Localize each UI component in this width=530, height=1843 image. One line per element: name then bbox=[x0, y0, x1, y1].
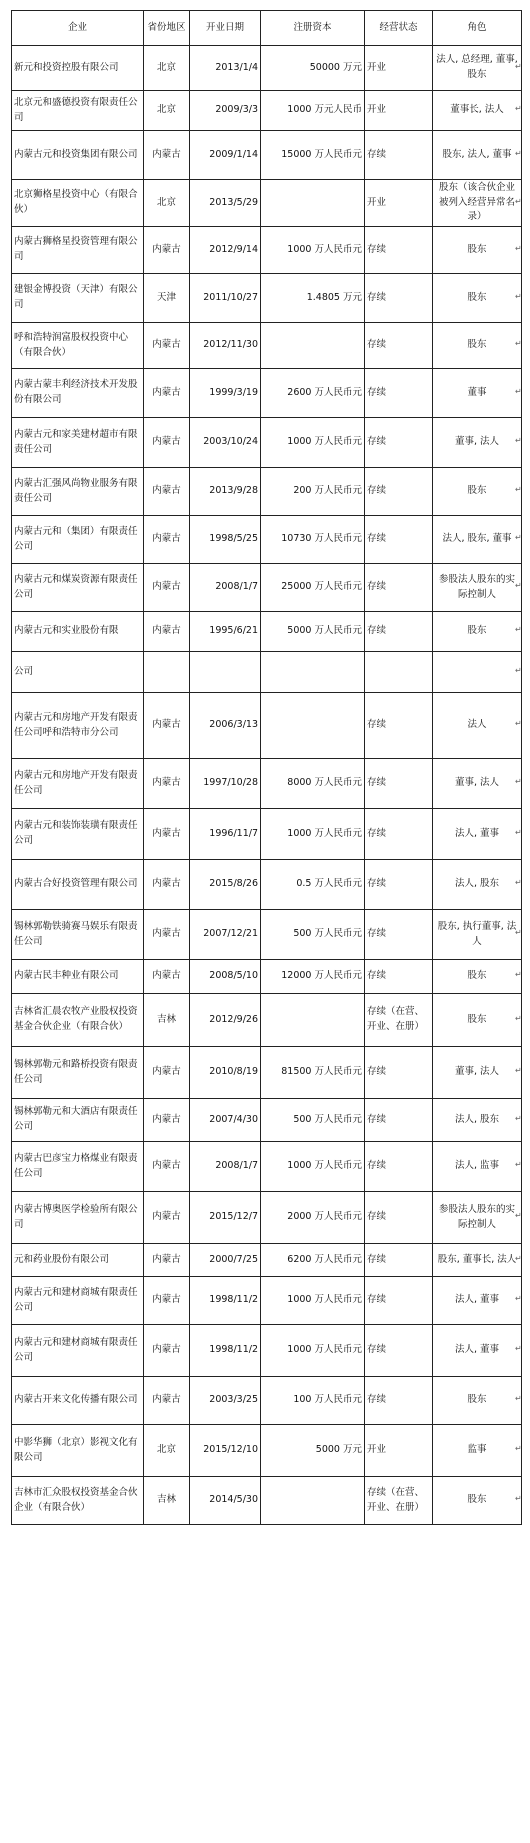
cell-role: 股东（该合伙企业被列入经营异常名录） bbox=[433, 180, 522, 227]
header-row bbox=[12, 11, 522, 46]
cell-company: 锡林郭勒元和大酒店有限责任公司 bbox=[12, 1099, 144, 1142]
table-row bbox=[12, 227, 522, 274]
table-row bbox=[12, 1192, 522, 1244]
paragraph-mark-icon: ↵ bbox=[515, 719, 522, 728]
cell-region: 北京 bbox=[144, 91, 190, 131]
cell-company: 新元和投资控股有限公司 bbox=[12, 46, 144, 91]
cell-status: 存续 bbox=[365, 1244, 433, 1277]
table-row bbox=[12, 418, 522, 468]
cell-open-date bbox=[190, 652, 261, 693]
cell-status: 存续（在营、开业、在册） bbox=[365, 1477, 433, 1525]
cell-role: 股东 bbox=[433, 1377, 522, 1425]
cell-capital: 1000 万人民币元 bbox=[261, 1142, 365, 1192]
cell-status: 存续 bbox=[365, 323, 433, 369]
cell-capital: 0.5 万人民币元 bbox=[261, 860, 365, 910]
table-row bbox=[12, 1099, 522, 1142]
cell-region: 内蒙古 bbox=[144, 612, 190, 652]
cell-status: 存续 bbox=[365, 960, 433, 994]
table-row bbox=[12, 652, 522, 693]
cell-role: 法人, 董事 bbox=[433, 1325, 522, 1377]
cell-capital: 2000 万人民币元 bbox=[261, 1192, 365, 1244]
cell-region: 内蒙古 bbox=[144, 516, 190, 564]
cell-open-date: 1995/6/21 bbox=[190, 612, 261, 652]
cell-company: 内蒙古蒙丰利经济技术开发股份有限公司 bbox=[12, 369, 144, 418]
cell-company: 中影华狮（北京）影视文化有限公司 bbox=[12, 1425, 144, 1477]
table-row bbox=[12, 910, 522, 960]
enterprise-table bbox=[11, 10, 522, 1525]
table-row bbox=[12, 369, 522, 418]
header-role: 角色 bbox=[433, 11, 522, 46]
table-row bbox=[12, 1477, 522, 1525]
cell-status: 存续 bbox=[365, 274, 433, 323]
cell-company: 公司 bbox=[12, 652, 144, 693]
cell-region: 内蒙古 bbox=[144, 1277, 190, 1325]
cell-company: 锡林郭勒元和路桥投资有限责任公司 bbox=[12, 1047, 144, 1099]
cell-capital: 1000 万元人民币 bbox=[261, 91, 365, 131]
cell-company: 内蒙古元和家美建材超市有限责任公司 bbox=[12, 418, 144, 468]
cell-company: 内蒙古博奥医学检验所有限公司 bbox=[12, 1192, 144, 1244]
cell-status: 存续 bbox=[365, 369, 433, 418]
paragraph-mark-icon: ↵ bbox=[515, 104, 522, 113]
paragraph-mark-icon: ↵ bbox=[515, 1211, 522, 1220]
cell-role: 法人 bbox=[433, 693, 522, 759]
cell-open-date: 2013/1/4 bbox=[190, 46, 261, 91]
cell-company: 内蒙古元和煤炭资源有限责任公司 bbox=[12, 564, 144, 612]
cell-company: 吉林省汇晨农牧产业股权投资基金合伙企业（有限合伙） bbox=[12, 994, 144, 1047]
cell-capital: 500 万人民币元 bbox=[261, 910, 365, 960]
cell-open-date: 2008/1/7 bbox=[190, 1142, 261, 1192]
cell-open-date: 2015/8/26 bbox=[190, 860, 261, 910]
cell-open-date: 2003/3/25 bbox=[190, 1377, 261, 1425]
cell-role: 监事 bbox=[433, 1425, 522, 1477]
cell-status: 开业 bbox=[365, 180, 433, 227]
cell-company: 建银金博投资（天津）有限公司 bbox=[12, 274, 144, 323]
paragraph-mark-icon: ↵ bbox=[515, 386, 522, 396]
cell-capital bbox=[261, 994, 365, 1047]
cell-role: 参股法人股东的实际控制人 bbox=[433, 1192, 522, 1244]
cell-company: 内蒙古民丰种业有限公司 bbox=[12, 960, 144, 994]
cell-company: 内蒙古元和装饰装璜有限责任公司 bbox=[12, 809, 144, 860]
table-row bbox=[12, 759, 522, 809]
paragraph-mark-icon: ↵ bbox=[515, 291, 522, 301]
cell-open-date: 2003/10/24 bbox=[190, 418, 261, 468]
table-row bbox=[12, 1425, 522, 1477]
cell-company: 内蒙古合好投资管理有限公司 bbox=[12, 860, 144, 910]
table-row bbox=[12, 693, 522, 759]
cell-region: 内蒙古 bbox=[144, 1325, 190, 1377]
cell-capital: 81500 万人民币元 bbox=[261, 1047, 365, 1099]
table-body bbox=[12, 46, 522, 1525]
cell-company: 内蒙古开来文化传播有限公司 bbox=[12, 1377, 144, 1425]
cell-region: 内蒙古 bbox=[144, 809, 190, 860]
paragraph-mark-icon: ↵ bbox=[515, 339, 522, 348]
cell-company: 吉林市汇众股权投资基金合伙企业（有限合伙） bbox=[12, 1477, 144, 1525]
paragraph-mark-icon: ↵ bbox=[515, 777, 522, 786]
cell-region: 内蒙古 bbox=[144, 960, 190, 994]
paragraph-mark-icon: ↵ bbox=[515, 1444, 522, 1453]
cell-open-date: 1999/3/19 bbox=[190, 369, 261, 418]
table-row bbox=[12, 91, 522, 131]
cell-region: 吉林 bbox=[144, 994, 190, 1047]
paragraph-mark-icon: ↵ bbox=[515, 1394, 522, 1403]
cell-role: 法人, 监事 bbox=[433, 1142, 522, 1192]
cell-role: 股东, 执行董事, 法人 bbox=[433, 910, 522, 960]
cell-status: 存续 bbox=[365, 1377, 433, 1425]
cell-status: 存续 bbox=[365, 418, 433, 468]
cell-role: 法人, 股东, 董事 bbox=[433, 516, 522, 564]
paragraph-mark-icon: ↵ bbox=[515, 485, 522, 494]
cell-region: 内蒙古 bbox=[144, 418, 190, 468]
cell-region: 北京 bbox=[144, 46, 190, 91]
cell-role: 董事长, 法人 bbox=[433, 91, 522, 131]
header-company: 企业 bbox=[12, 11, 144, 46]
table-row bbox=[12, 468, 522, 516]
cell-status: 存续 bbox=[365, 131, 433, 180]
paragraph-mark-icon: ↵ bbox=[515, 61, 522, 71]
paragraph-mark-icon: ↵ bbox=[515, 625, 522, 634]
cell-role: 股东 bbox=[433, 1477, 522, 1525]
cell-capital: 6200 万人民币元 bbox=[261, 1244, 365, 1277]
cell-capital: 1000 万人民币元 bbox=[261, 418, 365, 468]
cell-region bbox=[144, 652, 190, 693]
cell-status: 存续 bbox=[365, 693, 433, 759]
cell-status: 存续 bbox=[365, 1047, 433, 1099]
paragraph-mark-icon: ↵ bbox=[515, 436, 522, 445]
cell-role: 股东 bbox=[433, 323, 522, 369]
cell-open-date: 2015/12/7 bbox=[190, 1192, 261, 1244]
table-row bbox=[12, 180, 522, 227]
cell-role: 股东 bbox=[433, 274, 522, 323]
cell-open-date: 1998/5/25 bbox=[190, 516, 261, 564]
cell-status: 开业 bbox=[365, 91, 433, 131]
cell-status: 存续 bbox=[365, 759, 433, 809]
cell-open-date: 2011/10/27 bbox=[190, 274, 261, 323]
cell-role: 股东, 董事长, 法人 bbox=[433, 1244, 522, 1277]
cell-capital bbox=[261, 1477, 365, 1525]
cell-capital: 12000 万人民币元 bbox=[261, 960, 365, 994]
cell-status: 存续 bbox=[365, 809, 433, 860]
header-capital: 注册资本 bbox=[261, 11, 365, 46]
paragraph-mark-icon: ↵ bbox=[515, 243, 522, 253]
table-row bbox=[12, 516, 522, 564]
cell-open-date: 2013/5/29 bbox=[190, 180, 261, 227]
cell-role: 法人, 股东 bbox=[433, 1099, 522, 1142]
cell-company: 内蒙古元和（集团）有限责任公司 bbox=[12, 516, 144, 564]
cell-company: 内蒙古元和实业股份有限 bbox=[12, 612, 144, 652]
cell-open-date: 2008/1/7 bbox=[190, 564, 261, 612]
cell-company: 内蒙古巴彦宝力格煤业有限责任公司 bbox=[12, 1142, 144, 1192]
table-row bbox=[12, 1047, 522, 1099]
header-status: 经营状态 bbox=[365, 11, 433, 46]
cell-status: 存续 bbox=[365, 1142, 433, 1192]
cell-role: 法人, 总经理, 董事, 股东 bbox=[433, 46, 522, 91]
cell-region: 内蒙古 bbox=[144, 693, 190, 759]
cell-capital bbox=[261, 323, 365, 369]
cell-open-date: 2009/1/14 bbox=[190, 131, 261, 180]
cell-capital: 1.4805 万元 bbox=[261, 274, 365, 323]
cell-capital: 50000 万元 bbox=[261, 46, 365, 91]
cell-status: 存续 bbox=[365, 564, 433, 612]
cell-open-date: 1997/10/28 bbox=[190, 759, 261, 809]
cell-status: 存续 bbox=[365, 860, 433, 910]
table-row bbox=[12, 994, 522, 1047]
cell-open-date: 2014/5/30 bbox=[190, 1477, 261, 1525]
cell-capital: 5000 万元 bbox=[261, 1425, 365, 1477]
paragraph-mark-icon: ↵ bbox=[515, 1113, 522, 1123]
cell-role: 董事, 法人 bbox=[433, 1047, 522, 1099]
header-region: 省份地区 bbox=[144, 11, 190, 46]
cell-region: 内蒙古 bbox=[144, 910, 190, 960]
paragraph-mark-icon: ↵ bbox=[515, 1013, 522, 1023]
cell-capital: 8000 万人民币元 bbox=[261, 759, 365, 809]
paragraph-mark-icon: ↵ bbox=[515, 1160, 522, 1169]
cell-role: 董事 bbox=[433, 369, 522, 418]
cell-company: 锡林郭勒铁骑赛马娱乐有限责任公司 bbox=[12, 910, 144, 960]
cell-open-date: 1998/11/2 bbox=[190, 1325, 261, 1377]
cell-status: 开业 bbox=[365, 1425, 433, 1477]
cell-company: 内蒙古狮格星投资管理有限公司 bbox=[12, 227, 144, 274]
cell-region: 北京 bbox=[144, 1425, 190, 1477]
table-row bbox=[12, 1244, 522, 1277]
table-row bbox=[12, 46, 522, 91]
cell-open-date: 2010/8/19 bbox=[190, 1047, 261, 1099]
paragraph-mark-icon: ↵ bbox=[515, 581, 522, 590]
cell-company: 北京狮格星投资中心（有限合伙） bbox=[12, 180, 144, 227]
cell-region: 内蒙古 bbox=[144, 369, 190, 418]
cell-status: 存续 bbox=[365, 227, 433, 274]
table-row bbox=[12, 323, 522, 369]
cell-capital: 500 万人民币元 bbox=[261, 1099, 365, 1142]
cell-region: 内蒙古 bbox=[144, 323, 190, 369]
table-row bbox=[12, 274, 522, 323]
cell-open-date: 2015/12/10 bbox=[190, 1425, 261, 1477]
cell-status: 存续 bbox=[365, 612, 433, 652]
cell-role: 股东 bbox=[433, 468, 522, 516]
cell-region: 内蒙古 bbox=[144, 1377, 190, 1425]
cell-capital: 1000 万人民币元 bbox=[261, 1277, 365, 1325]
cell-role: 法人, 董事 bbox=[433, 1277, 522, 1325]
table-row bbox=[12, 809, 522, 860]
cell-company: 内蒙古元和建材商城有限责任公司 bbox=[12, 1277, 144, 1325]
cell-company: 内蒙古汇强风尚物业服务有限责任公司 bbox=[12, 468, 144, 516]
cell-role: 股东 bbox=[433, 960, 522, 994]
cell-capital bbox=[261, 693, 365, 759]
cell-role: 参股法人股东的实际控制人 bbox=[433, 564, 522, 612]
cell-role: 股东 bbox=[433, 994, 522, 1047]
cell-role: 法人, 股东 bbox=[433, 860, 522, 910]
paragraph-mark-icon: ↵ bbox=[515, 1253, 522, 1263]
paragraph-mark-icon: ↵ bbox=[515, 665, 522, 675]
cell-open-date: 2009/3/3 bbox=[190, 91, 261, 131]
cell-role: 董事, 法人 bbox=[433, 759, 522, 809]
table-row bbox=[12, 1377, 522, 1425]
table-row bbox=[12, 564, 522, 612]
cell-open-date: 1998/11/2 bbox=[190, 1277, 261, 1325]
cell-company: 呼和浩特润富股权投资中心（有限合伙） bbox=[12, 323, 144, 369]
cell-open-date: 2012/9/26 bbox=[190, 994, 261, 1047]
cell-company: 内蒙古元和房地产开发有限责任公司呼和浩特市分公司 bbox=[12, 693, 144, 759]
paragraph-mark-icon: ↵ bbox=[515, 533, 522, 542]
cell-region: 内蒙古 bbox=[144, 1244, 190, 1277]
cell-status: 开业 bbox=[365, 46, 433, 91]
cell-status: 存续 bbox=[365, 516, 433, 564]
table-row bbox=[12, 860, 522, 910]
cell-status bbox=[365, 652, 433, 693]
cell-capital: 1000 万人民币元 bbox=[261, 1325, 365, 1377]
table-row bbox=[12, 1325, 522, 1377]
cell-region: 内蒙古 bbox=[144, 1192, 190, 1244]
cell-region: 内蒙古 bbox=[144, 860, 190, 910]
table-row bbox=[12, 612, 522, 652]
cell-region: 内蒙古 bbox=[144, 1142, 190, 1192]
cell-open-date: 2012/11/30 bbox=[190, 323, 261, 369]
cell-open-date: 2006/3/13 bbox=[190, 693, 261, 759]
cell-company: 内蒙古元和建材商城有限责任公司 bbox=[12, 1325, 144, 1377]
cell-status: 存续 bbox=[365, 1099, 433, 1142]
cell-capital: 5000 万人民币元 bbox=[261, 612, 365, 652]
cell-region: 天津 bbox=[144, 274, 190, 323]
cell-capital: 10730 万人民币元 bbox=[261, 516, 365, 564]
paragraph-mark-icon: ↵ bbox=[515, 1294, 522, 1303]
cell-capital: 200 万人民币元 bbox=[261, 468, 365, 516]
cell-region: 内蒙古 bbox=[144, 131, 190, 180]
paragraph-mark-icon: ↵ bbox=[515, 148, 522, 158]
cell-role: 股东 bbox=[433, 227, 522, 274]
cell-status: 存续 bbox=[365, 468, 433, 516]
cell-company: 内蒙古元和房地产开发有限责任公司 bbox=[12, 759, 144, 809]
cell-region: 内蒙古 bbox=[144, 227, 190, 274]
cell-region: 北京 bbox=[144, 180, 190, 227]
table-row bbox=[12, 1277, 522, 1325]
cell-open-date: 2007/12/21 bbox=[190, 910, 261, 960]
cell-open-date: 2012/9/14 bbox=[190, 227, 261, 274]
cell-region: 内蒙古 bbox=[144, 759, 190, 809]
paragraph-mark-icon: ↵ bbox=[515, 1066, 522, 1075]
cell-company: 元和药业股份有限公司 bbox=[12, 1244, 144, 1277]
cell-status: 存续 bbox=[365, 910, 433, 960]
cell-capital: 1000 万人民币元 bbox=[261, 227, 365, 274]
cell-open-date: 2007/4/30 bbox=[190, 1099, 261, 1142]
paragraph-marks bbox=[515, 0, 525, 1843]
table-row bbox=[12, 1142, 522, 1192]
cell-capital: 15000 万人民币元 bbox=[261, 131, 365, 180]
cell-region: 内蒙古 bbox=[144, 564, 190, 612]
cell-capital: 2600 万人民币元 bbox=[261, 369, 365, 418]
cell-role: 董事, 法人 bbox=[433, 418, 522, 468]
cell-capital bbox=[261, 652, 365, 693]
cell-status: 存续（在营、开业、在册） bbox=[365, 994, 433, 1047]
paragraph-mark-icon: ↵ bbox=[515, 827, 522, 837]
cell-open-date: 2008/5/10 bbox=[190, 960, 261, 994]
cell-company: 北京元和盛德投资有限责任公司 bbox=[12, 91, 144, 131]
paragraph-mark-icon: ↵ bbox=[515, 196, 522, 206]
cell-open-date: 1996/11/7 bbox=[190, 809, 261, 860]
paragraph-mark-icon: ↵ bbox=[515, 1494, 522, 1503]
cell-capital: 25000 万人民币元 bbox=[261, 564, 365, 612]
cell-capital: 1000 万人民币元 bbox=[261, 809, 365, 860]
cell-region: 内蒙古 bbox=[144, 1099, 190, 1142]
paragraph-mark-icon: ↵ bbox=[515, 1344, 522, 1353]
table-row bbox=[12, 131, 522, 180]
paragraph-mark-icon: ↵ bbox=[515, 878, 522, 887]
cell-status: 存续 bbox=[365, 1325, 433, 1377]
cell-status: 存续 bbox=[365, 1192, 433, 1244]
header-open-date: 开业日期 bbox=[190, 11, 261, 46]
paragraph-mark-icon: ↵ bbox=[515, 928, 522, 937]
cell-role bbox=[433, 652, 522, 693]
cell-role: 股东, 法人, 董事 bbox=[433, 131, 522, 180]
cell-capital bbox=[261, 180, 365, 227]
cell-region: 内蒙古 bbox=[144, 468, 190, 516]
cell-region: 内蒙古 bbox=[144, 1047, 190, 1099]
table-row bbox=[12, 960, 522, 994]
cell-role: 法人, 董事 bbox=[433, 809, 522, 860]
cell-capital: 100 万人民币元 bbox=[261, 1377, 365, 1425]
cell-company: 内蒙古元和投资集团有限公司 bbox=[12, 131, 144, 180]
cell-open-date: 2013/9/28 bbox=[190, 468, 261, 516]
cell-status: 存续 bbox=[365, 1277, 433, 1325]
paragraph-mark-icon: ↵ bbox=[515, 970, 522, 979]
cell-role: 股东 bbox=[433, 612, 522, 652]
cell-region: 吉林 bbox=[144, 1477, 190, 1525]
cell-open-date: 2000/7/25 bbox=[190, 1244, 261, 1277]
